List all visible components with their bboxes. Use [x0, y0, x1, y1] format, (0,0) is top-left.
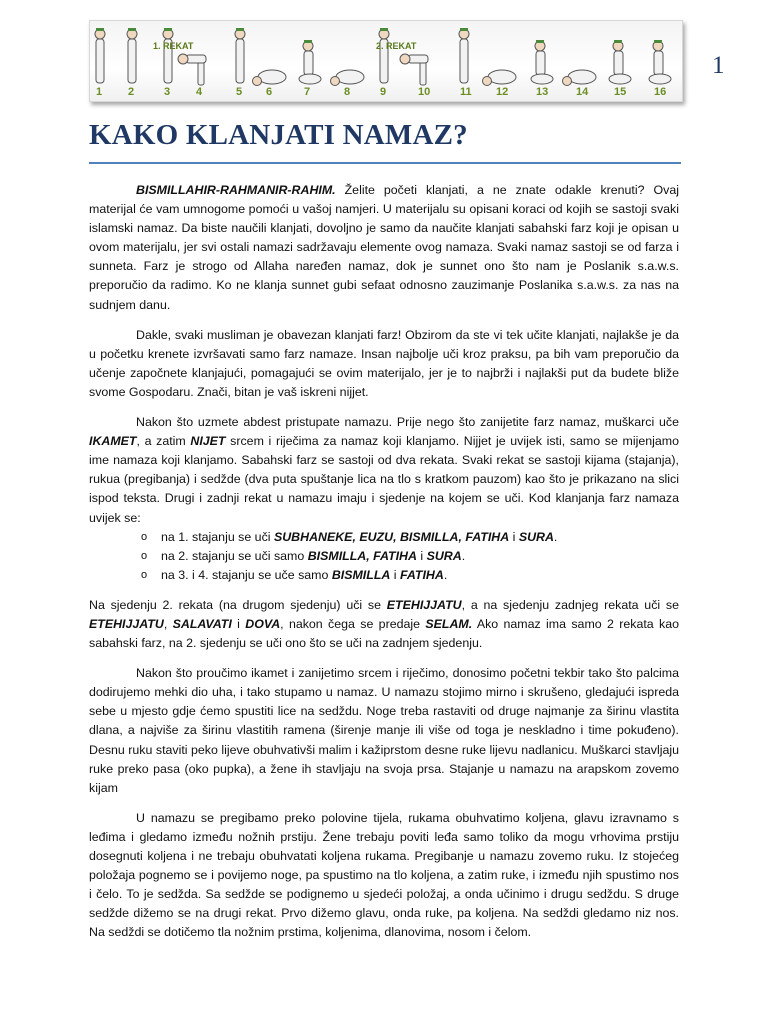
prayer-figure: [178, 54, 206, 98]
prayer-figure: [235, 28, 245, 98]
step-number: 15: [614, 86, 627, 98]
step-number: 8: [344, 86, 351, 98]
bismillah-lead: BISMILLAHIR-RAHMANIR-RAHIM.: [136, 183, 336, 197]
nijet-term: NIJET: [190, 434, 226, 449]
intro-text: Želite početi klanjati, a ne znate odakle krenuti? Ovaj materijal će vam umnogome pomoći u vašoj namjeri. U materijalu su opisani koraci od kojih se sastoji svaki islamski namaz. Da biste naučili klanjati, dovoljno je samo da naučite klanjati sabahski farz koji je opisan u ovom materijalu, jer svi ostali namazi sadržavaju elemente ovog namaza. Svaki namaz sastoji se od farza i sunneta. Farz je strogo od Allaha naređen namaz, dok je sunnet ono što nam je Poslanik s.a.w.s. preporučio da radimo. Ko ne klanja sunnet gubi sefaat odnosno zauzimanje Poslanika s.a.w.s. za nas na sudnjem danu.: [89, 183, 679, 312]
step-number: 4: [196, 86, 203, 98]
prayer-figure: [127, 28, 137, 98]
prayer-figure: [299, 40, 321, 98]
rekat1-label: 1. REKAT: [153, 41, 194, 51]
prayer-figure: [379, 28, 389, 98]
rekat2-label: 2. REKAT: [376, 41, 417, 51]
page-title: KAKO KLANJATI NAMAZ?: [89, 119, 468, 151]
paragraph-intro: [89, 181, 679, 315]
list-item: o na 1. stajanju se uči SUBHANEKE, EUZU, BISMILLA, FATIHA i SURA.: [89, 528, 679, 547]
page-number: 1: [712, 52, 725, 79]
step-number: 14: [576, 86, 589, 98]
step-number: 16: [654, 86, 667, 98]
prayer-figure: [483, 70, 517, 98]
step-number: 5: [236, 86, 243, 98]
step-number: 2: [128, 86, 135, 98]
list-item: o na 2. stajanju se uči samo BISMILLA, FATIHA i SURA.: [89, 547, 679, 566]
paragraph-abdest: Nakon što uzmete abdest pristupate namazu. Prije nego što zanijetite farz namaz, muškarci uče IKAMET, a zatim NIJET srcem i riječima za namaz koji klanjamo. Nijjet je uvijek isti, samo se mijenjamo ime namaza koji klanjamo. Sabahski farz se sastoji od dva rekata. Svaki rekat se sastoji kijama (stajanja), rukua (pregibanja) i sedžde (dva puta spuštanje lica na tlo s kratkom pauzom) kao što je prikazano na slici ispod teksta. Drugi i zadnji rekat u namazu imaju i sjedenje na kojem se uči. Kod klanjanja farz namaza uvijek se:: [89, 415, 679, 525]
step-number: 6: [266, 86, 273, 98]
paragraph-sjedenje: Na sjedenju 2. rekata (na drugom sjedenju) uči se ETEHIJJATU, a na sjedenju zadnjeg rekata uči se ETEHIJJATU, SALAVATI i DOVA, nakon čega se predaje SELAM. Ako namaz ima samo 2 rekata kao sabahski farz, na 2. sjedenju se uči ono što se uči na zadnjem sjedenju.: [89, 597, 679, 651]
step-number: 9: [380, 86, 387, 98]
step-number: 11: [460, 86, 472, 98]
ikamet-term: IKAMET: [89, 434, 137, 449]
step-number: 10: [418, 86, 431, 98]
paragraph-ruku-sedzda: U namazu se pregibamo preko polovine tijela, rukama obuhvatimo koljena, glavu izravnamo s leđima i gledamo između nožnih prstiju. Žene trebaju poviti leđa samo toliko da mogu vrhovima prstiju dosegnuti koljena i ne trebaju obuhvatati koljena rukama. Pregibanje u namazu zovemo ruku. Iz stojećeg položaja pognemo se i povijemo noge, pa spustimo na tlo koljena, a zatim ruke, i između njih spustimo nos i čelo. To je sedžda. Sa sedžde se podignemo u sjedeći položaj, a onda učinimo i drugu sedždu. S druge sedžde dižemo se na drugi rekat. Prvo dižemo glavu, onda ruke, pa koljena. Na sedždi gledamo niz nos. Na sedždi se dotičemo tla nožnim prstima, koljenima, dlanovima, nosom i čelom.: [89, 810, 679, 940]
step-number: 7: [304, 86, 311, 98]
step-number: 1: [96, 86, 103, 98]
prayer-figure: [563, 70, 597, 98]
article-body: [89, 181, 679, 953]
prayer-figure: [400, 54, 430, 98]
step-number: 13: [536, 86, 549, 98]
prayer-figure: [531, 40, 553, 98]
prayer-figure: [163, 28, 173, 98]
prayer-figure: [609, 40, 631, 98]
step-number: 3: [164, 86, 171, 98]
paragraph-kijam: Nakon što proučimo ikamet i zanijetimo srcem i riječimo, donosimo početni tekbir tako što palcima dodirujemo mehki dio uha, i tako stupamo u namaz. U namazu stojimo mirno i skrušeno, gledajući ispreda sebe u mjesto gdje ćemo spustiti lice na sedždu. Noge treba rastaviti od druge najmanje za širinu vlastita dlana, a najviše za širinu vlastitih ramena (širenje manje ili više od toga je neskladno i time pokuđeno). Desnu ruku staviti peko lijeve obuhvativši malim i kažiprstom desne ruke lijevu nadlanicu. Muškarci stavljaju ruke preko pasa (oko pupka), a žene ih stavljaju na svoja prsa. Stajanje u namazu na arapskom zovemo kijam: [89, 666, 679, 795]
step-number: 12: [496, 86, 509, 98]
prayer-figure: [331, 70, 365, 98]
title-underline: [89, 162, 681, 164]
prayer-positions-banner: [89, 20, 683, 102]
paragraph-farz: Dakle, svaki musliman je obavezan klanjati farz! Obzirom da ste vi tek učite klanjati, najlakše je da u početku krenete izvršavati samo farz namaze. Insan najbolje uči kroz praksu, pa bih vam preporučio da učenje započnete klanjajući, pomagajući se ovim materijalo, jer je to najbrži i najlakši put da budete bliže svome Gospodaru. Znači, bitan je vaš iskreni nijjet.: [89, 327, 679, 399]
prayer-positions-illustration: [90, 21, 682, 101]
list-item: o na 3. i 4. stajanju se uče samo BISMILLA i FATIHA.: [89, 566, 679, 585]
prayer-figure: [459, 28, 472, 98]
prayer-figure: [649, 40, 671, 98]
recitation-list: [89, 528, 679, 585]
prayer-figure: [95, 28, 105, 98]
prayer-figure: [253, 70, 287, 98]
